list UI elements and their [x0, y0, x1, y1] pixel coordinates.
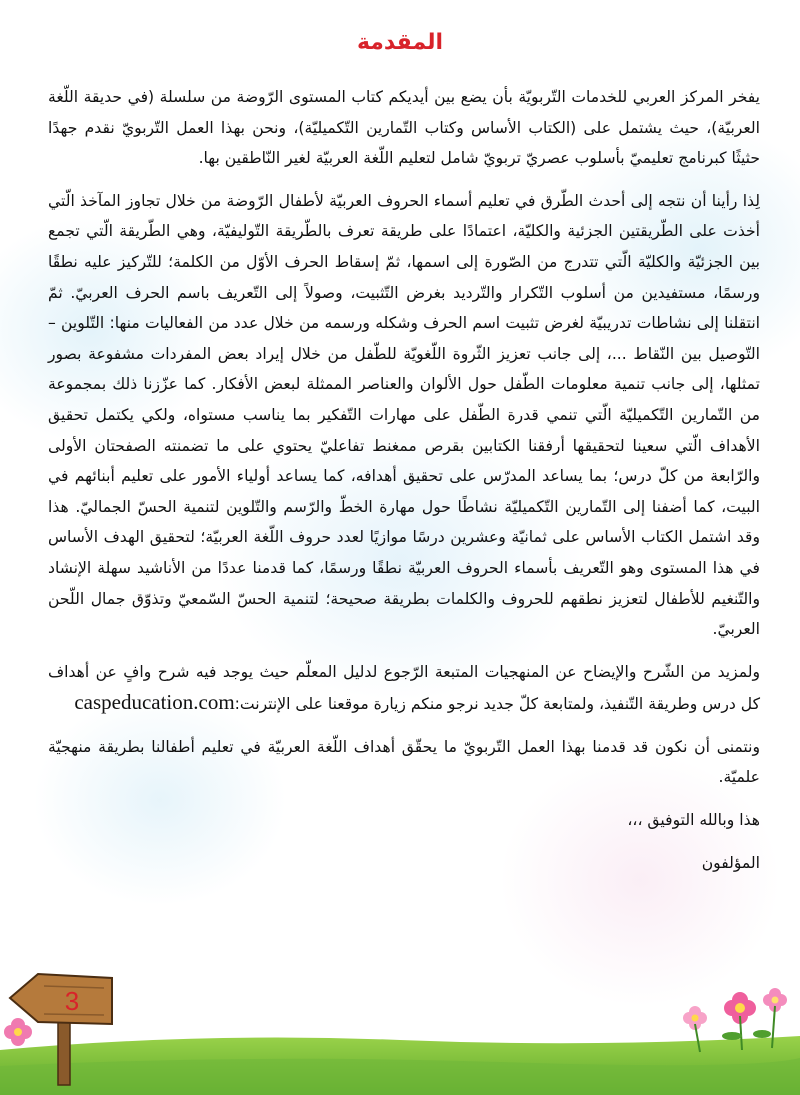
website-link[interactable]: caspeducation.com — [74, 690, 235, 715]
footer-illustration — [0, 970, 800, 1095]
paragraph-intro: يفخر المركز العربي للخدمات التّربويّة بأن يضع بين أيديكم كتاب المستوى الرّوضة من سلسلة (في حديقة اللّغة العربيّة)، حيث يشتمل على (الكتاب الأساس وكتاب التّمارين التّكميليّة)، ونحن بهذا العمل التّربويّ نقدم جهدًا حثيثًا كبرنامج تعليميّ بأسلوب عصريّ تربويّ شامل لتعليم اللّغة العربيّة لغير النّاطقين بها. — [48, 88, 760, 168]
paragraph-wish: ونتمنى أن نكون قد قدمنا بهذا العمل التّربويّ ما يحقّق أهداف اللّغة العربيّة في تعليم أطفالنا بطريقة منهجيّة علميّة. — [48, 737, 760, 787]
body-text — [48, 82, 760, 890]
closing-line: هذا وبالله التوفيق ،،، — [627, 811, 760, 830]
authors-signature: المؤلفون — [701, 853, 760, 872]
paragraph-method: لِذا رأينا أن نتجه إلى أحدث الطّرق في تعليم أسماء الحروف العربيّة لأطفال الرّوضة من خلال تجاوز المآخذ الّتي أخذت على الطّريقتين الجزئية والكليّة، اعتمادًا على طريقة تعرف بالطّريقة التّوليفيّة، وهي الطّريقة الّتي تجمع بين الجزئيّة والكليّة الّتي تتدرج من الصّورة إلى اسمها، ثمّ إسقاط الحرف الأوّل من الكلمة؛ للتّركيز عليه نطقًا ورسمًا، مستفيدين من أسلوب التّكرار والتّرديد بغرض التّثبيت، وصولاً إلى التّعريف باسم الحرف العربيّ. ثمّ انتقلنا إلى نشاطات تدريبيّة لغرض تثبيت اسم الحرف وشكله ورسمه من خلال عدد من الفعاليات منها: التّلوين – التّوصيل بين النّقاط ...، إلى جانب تعزيز الثّروة اللّغويّة للطّفل من خلال إيراد بعض المفردات مشفوعة بصور تمثلها، إلى جانب تنمية معلومات الطّفل حول الألوان والعناصر الممثلة لبعض الأفكار. كما عزّزنا ذلك بمجموعة من التّمارين التّكميليّة الّتي تنمي قدرة الطّفل على مهارات التّفكير بما يناسب مستواه، ولكي يكتمل تحقيق الأهداف الّتي سعينا لتحقيقها أرفقنا الكتابين بقرص ممغنط تفاعليّ يحتوي على ما تضمنته الصفحتان الأولى والرّابعة من كلّ درس؛ بما يساعد المدرّس على تحقيق أهدافه، كما يساعد أولياء الأمور على تعليم أبنائهم في البيت، كما أضفنا إلى التّمارين التّكميليّة نشاطًا حول مهارة الخطّ والرّسم والتّلوين لتنمية الحسّ الجماليّ. هذا وقد اشتمل الكتاب الأساس على ثمانيّة وعشرين درسًا موازيًا لعدد حروف اللّغة العربيّة؛ لتحقيق الهدف الأساس في هذا المستوى وهو التّعريف بأسماء الحروف العربيّة نطقًا ورسمًا، كما قدمنا عددًا من الأناشيد سهلة الإنشاد والتّنغيم للأطفال لتعزيز نطقهم للحروف والكلمات بطريقة صحيحة؛ لتنمية الحسّ السّمعيّ وتذوّق جمال اللّحن العربيّ. — [48, 191, 760, 639]
paragraph-guide — [48, 657, 760, 720]
page-title: المقدمة — [356, 30, 444, 55]
page-number: 3 — [64, 986, 80, 1016]
paragraph-guide-text: ولمزيد من الشّرح والإيضاح عن المنهجيات المتبعة الرّجوع لدليل المعلّم حيث يوجد فيه شرح وافٍ عن أهداف كل درس وطريقة التّنفيذ، ولمتابعة كلّ جديد نرجو منكم زيارة موقعنا على الإنترنت: — [48, 662, 760, 714]
